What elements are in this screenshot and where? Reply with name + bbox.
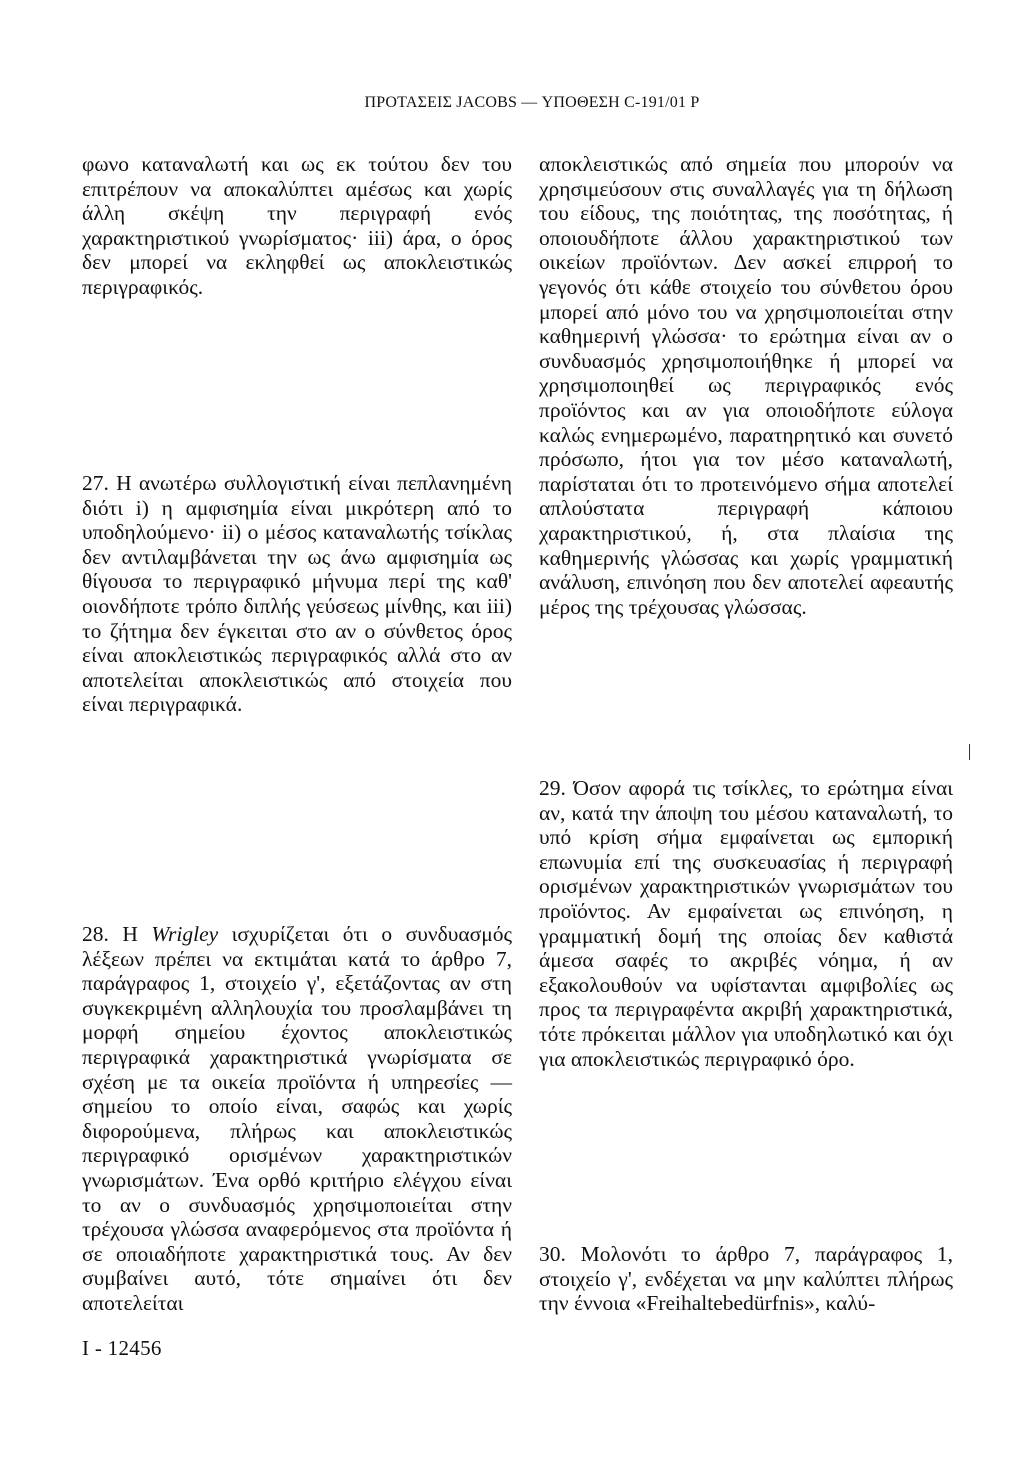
page-number: I - 12456 bbox=[82, 1336, 162, 1360]
running-title: ΠΡΟΤΑΣΕΙΣ JACOBS — ΥΠΟΘΕΣΗ C-191/01 P bbox=[364, 94, 700, 111]
page-footer bbox=[82, 1336, 162, 1361]
paragraph-text-pre: Η bbox=[122, 922, 152, 946]
paragraph-continuation-left bbox=[82, 152, 512, 300]
paragraph-text: Μολονότι το άρθρο 7, παράγραφος 1, στοιχείο γ', ενδέχεται να μην καλύπτει πλήρως την έννοια «Freihaltebedürfnis», καλύ- bbox=[539, 1242, 953, 1316]
party-name: Wrigley bbox=[151, 922, 219, 946]
paragraph-29-body bbox=[539, 776, 953, 1071]
paragraph-text: Όσον αφορά τις τσίκλες, το ερώτημα είναι αν, κατά την άποψη του μέσου καταναλωτή, το υπό κρίση σήμα εμφαίνεται ως εμπορική επωνυμία επί της συσκευασίας ή περιγραφή ορισμένων χαρακτηριστικών γνωρισμάτων του προϊόντος. Αν εμφαίνεται ως επινόηση, η γραμματική δομή της οποίας δεν καθιστά άμεσα σαφές το ακριβές νόημα, ή αν εξακολουθούν να υφίστανται αμφιβολίες ως προς τα περιγραφέντα ακριβή χαρακτηριστικά, τότε πρόκειται μάλλον για υποδηλωτικό και όχι για αποκλειστικώς περιγραφικό όρο. bbox=[539, 776, 953, 1071]
left-column bbox=[82, 152, 512, 1322]
paragraph-text: Η ανωτέρω συλλογιστική είναι πεπλανημένη διότι i) η αμφισημία είναι μικρότερη από το υποδηλούμενο· ii) ο μέσος καταναλωτής τσίκλας δεν αντιλαμβάνεται την ως άνω αμφισημία ως θίγουσα το περιγραφικό μήνυμα περί της καθ' οιονδήποτε τρόπο διπλής γεύσεως μίνθης, και iii) το ζήτημα δεν έγκειται στο αν ο σύνθετος όρος είναι αποκλειστικώς περιγραφικός αλλά στο αν αποτελείται αποκλειστικώς από στοιχεία που είναι περιγραφικά. bbox=[82, 471, 513, 717]
paragraph-text: αποκλειστικώς από σημεία που μπορούν να χρησιμεύσουν στις συναλλαγές για τη δήλωση του είδους, της ποιότητας, της ποσότητας, ή οποιουδήποτε άλλου χαρακτηριστικού των οικείων προϊόντων. Δεν ασκεί επιρροή το γεγονός ότι κάθε στοιχείο του σύνθετου όρου μπορεί από μόνο του να χρησιμοποιείται στην καθημερινή γλώσσα· το ερώτημα είναι αν ο συνδυασμός χρησιμοποιήθηκε ή μπορεί να χρησιμοποιηθεί ως περιγραφικός ενός προϊόντος και αν για οποιοδήποτε εύλογα καλώς ενημερωμένο, παρατηρητικό και συνετό πρόσωπο, ήτοι για τον μέσο καταναλωτή, παρίσταται ότι το προτεινόμενο σήμα αποτελεί απλούστατα περιγραφή κάποιου χαρακτηριστικού, ή, στα πλαίσια της καθημερινής γλώσσας και χωρίς γραμματική ανάλυση, επινόηση που δεν αποτελεί αφεαυτής μέρος της τρέχουσας γλώσσας. bbox=[539, 152, 953, 619]
page-header bbox=[0, 94, 1024, 112]
paragraph-28-body bbox=[82, 922, 512, 1316]
paragraph-number: 28. bbox=[82, 922, 109, 946]
paragraph-text: ισχυρίζεται ότι ο συνδυασμός λέξεων πρέπει να εκτιμάται κατά το άρθρο 7, παράγραφος 1, στοιχείο γ', εξετάζοντας αν στη συγκεκριμένη αλληλουχία του προσλαμβάνει τη μορφή σημείου έχοντος αποκλειστικώς περιγραφικά χαρακτηριστικά γνωρίσματα σε σχέση με τα οικεία προϊόντα ή υπηρεσίες —σημείου το οποίο είναι, σαφώς και χωρίς διφορούμενα, πλήρως και αποκλειστικώς περιγραφικό ορισμένων χαρακτηριστικών γνωρισμάτων. Ένα ορθό κριτήριο ελέγχου είναι το αν ο συνδυασμός χρησιμοποιείται στην τρέχουσα γλώσσα αναφερόμενος στα προϊόντα ή σε οποιαδήποτε χαρακτηριστικά τους. Αν δεν συμβαίνει αυτό, τότε σημαίνει ότι δεν αποτελείται bbox=[82, 922, 512, 1315]
paragraph-28 bbox=[82, 922, 512, 1316]
paragraph-number: 27. bbox=[82, 471, 109, 495]
right-column bbox=[539, 152, 953, 1322]
paragraph-number: 30. bbox=[539, 1242, 566, 1266]
paragraph-continuation-right bbox=[539, 152, 953, 619]
scan-mark bbox=[969, 744, 970, 760]
paragraph-30-body bbox=[539, 1242, 953, 1316]
paragraph-number: 29. bbox=[539, 776, 566, 800]
paragraph-27-body bbox=[82, 471, 512, 717]
paragraph-27 bbox=[82, 471, 512, 717]
paragraph-text: φωνο καταναλωτή και ως εκ τούτου δεν του επιτρέπουν να αποκαλύπτει αμέσως και χωρίς άλλη σκέψη την περιγραφή ενός χαρακτηριστικού γνωρίσματος· iii) άρα, ο όρος δεν μπορεί να εκληφθεί ως αποκλειστικώς περιγραφικός. bbox=[82, 152, 512, 299]
paragraph-30 bbox=[539, 1242, 953, 1316]
paragraph-29 bbox=[539, 776, 953, 1071]
